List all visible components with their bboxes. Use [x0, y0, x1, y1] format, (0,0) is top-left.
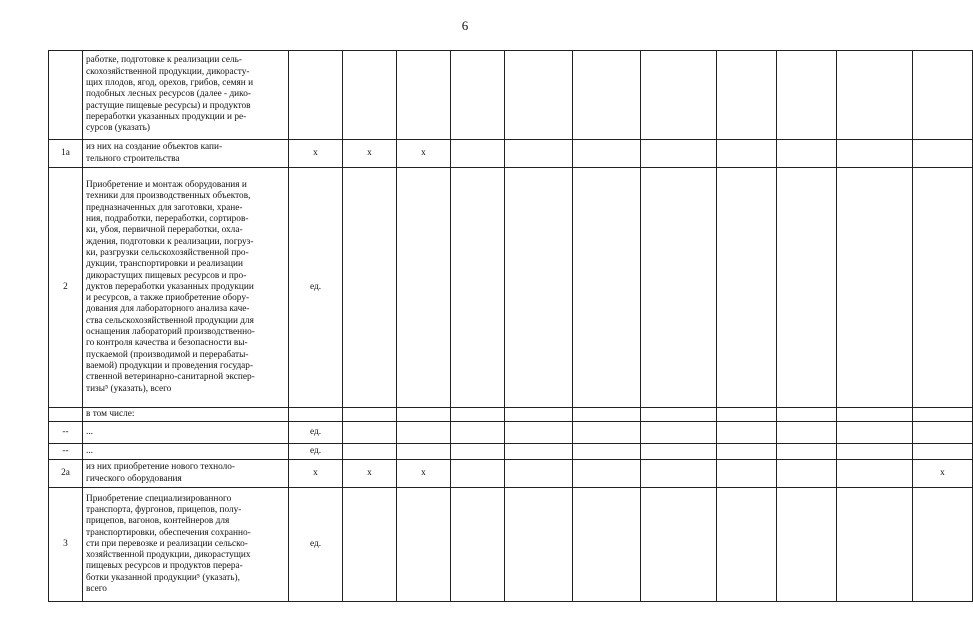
cell	[837, 51, 913, 140]
cell	[505, 444, 573, 460]
cell	[913, 168, 973, 408]
cell	[641, 460, 717, 488]
cell	[573, 408, 641, 422]
cell	[777, 168, 837, 408]
table-row	[49, 408, 973, 422]
cell	[717, 168, 777, 408]
table-row	[49, 488, 973, 602]
row-description: Приобретение специализированного транспорта, фургонов, прицепов, полу- прицепов, вагонов, контейнеров для транспортировки, обеспечения сохранно- сти при перевозке и реализации сельско- хозяйственной продукции, дикорастущих пищевых ресурсов и продуктов перера- ботки указанной продукции⁵ (указать), всего	[83, 488, 289, 602]
cell	[641, 168, 717, 408]
cell	[837, 168, 913, 408]
cell	[573, 488, 641, 602]
row-number: --	[49, 422, 83, 444]
cell	[397, 51, 451, 140]
cell: ед.	[289, 488, 343, 602]
row-description: работке, подготовке к реализации сель- скохозяйственной продукции, дикорасту- щих плодов, ягод, орехов, грибов, семян и подобных лесных ресурсов (далее - дико- растущие пищевые ресурсы) и продуктов переработки указанных продукции и ре- сурсов (указать)	[83, 51, 289, 140]
cell	[505, 168, 573, 408]
cell	[397, 408, 451, 422]
cell	[451, 51, 505, 140]
cell	[913, 408, 973, 422]
cell	[777, 51, 837, 140]
cell: х	[913, 460, 973, 488]
row-number: 1а	[49, 140, 83, 168]
row-description: из них на создание объектов капи- тельного строительства	[83, 140, 289, 168]
cell	[641, 488, 717, 602]
cell	[505, 460, 573, 488]
table-row	[49, 444, 973, 460]
cell	[451, 422, 505, 444]
cell	[505, 422, 573, 444]
cell	[777, 488, 837, 602]
cell	[913, 422, 973, 444]
cell	[913, 140, 973, 168]
cell	[717, 140, 777, 168]
cell	[573, 51, 641, 140]
row-description: ...	[83, 422, 289, 444]
row-number: --	[49, 444, 83, 460]
cell	[397, 488, 451, 602]
table-row	[49, 460, 973, 488]
cell	[641, 422, 717, 444]
cell	[717, 488, 777, 602]
cell: ед.	[289, 168, 343, 408]
cell	[837, 488, 913, 602]
cell	[641, 444, 717, 460]
cell	[505, 488, 573, 602]
cell	[777, 460, 837, 488]
cell	[505, 51, 573, 140]
row-number: 2а	[49, 460, 83, 488]
cell: ед.	[289, 444, 343, 460]
table-row	[49, 140, 973, 168]
cell	[451, 460, 505, 488]
cell	[717, 444, 777, 460]
cell	[777, 444, 837, 460]
cell: х	[289, 460, 343, 488]
cell	[913, 444, 973, 460]
cell	[641, 408, 717, 422]
cell	[641, 140, 717, 168]
report-table	[48, 50, 973, 602]
row-description: Приобретение и монтаж оборудования и техники для производственных объектов, предназначенных для заготовки, хране- ния, подработки, переработки, сортиров- ки, убоя, первичной переработки, охла- ждения, подготовки к реализации, погруз- ки, разгрузки сельскохозяйственной про- дукции, транспортировки и реализации дикорастущих пищевых ресурсов и про- дуктов переработки указанных продукции и ресурсов, а также приобретение обору- дования для лабораторного анализа каче- ства сельскохозяйственной продукции для оснащения лабораторий производственно- го контроля качества и безопасности вы- пускаемой (производимой и перерабаты- ваемой) продукции и проведения государ- ственной ветеринарно-санитарной экспер- тизы⁵ (указать), всего	[83, 168, 289, 408]
cell	[343, 408, 397, 422]
row-number	[49, 408, 83, 422]
cell	[343, 422, 397, 444]
row-number: 3	[49, 488, 83, 602]
row-description: в том числе:	[83, 408, 289, 422]
cell	[289, 51, 343, 140]
row-description: ...	[83, 444, 289, 460]
cell	[451, 444, 505, 460]
cell	[343, 488, 397, 602]
cell	[717, 422, 777, 444]
cell: х	[397, 140, 451, 168]
cell	[289, 408, 343, 422]
cell	[717, 408, 777, 422]
row-number: 2	[49, 168, 83, 408]
cell	[505, 140, 573, 168]
cell	[397, 444, 451, 460]
cell	[505, 408, 573, 422]
row-description: из них приобретение нового техноло- гического оборудования	[83, 460, 289, 488]
cell	[573, 460, 641, 488]
cell	[717, 51, 777, 140]
table-row	[49, 422, 973, 444]
cell	[397, 168, 451, 408]
cell	[777, 408, 837, 422]
table-row	[49, 51, 973, 140]
cell	[343, 444, 397, 460]
cell	[641, 51, 717, 140]
cell: х	[289, 140, 343, 168]
cell	[451, 408, 505, 422]
cell	[913, 488, 973, 602]
cell	[397, 422, 451, 444]
cell	[573, 444, 641, 460]
page-number: 6	[461, 18, 469, 33]
cell	[777, 422, 837, 444]
cell	[913, 51, 973, 140]
cell	[777, 140, 837, 168]
cell	[451, 140, 505, 168]
table-row	[49, 168, 973, 408]
cell: х	[397, 460, 451, 488]
cell	[837, 460, 913, 488]
cell	[451, 168, 505, 408]
cell	[573, 422, 641, 444]
cell	[837, 444, 913, 460]
cell: ед.	[289, 422, 343, 444]
cell	[451, 488, 505, 602]
cell	[717, 460, 777, 488]
cell	[837, 140, 913, 168]
cell	[837, 422, 913, 444]
cell	[837, 408, 913, 422]
cell: х	[343, 460, 397, 488]
cell	[343, 51, 397, 140]
cell: х	[343, 140, 397, 168]
cell	[343, 168, 397, 408]
cell	[573, 168, 641, 408]
row-number	[49, 51, 83, 140]
cell	[573, 140, 641, 168]
